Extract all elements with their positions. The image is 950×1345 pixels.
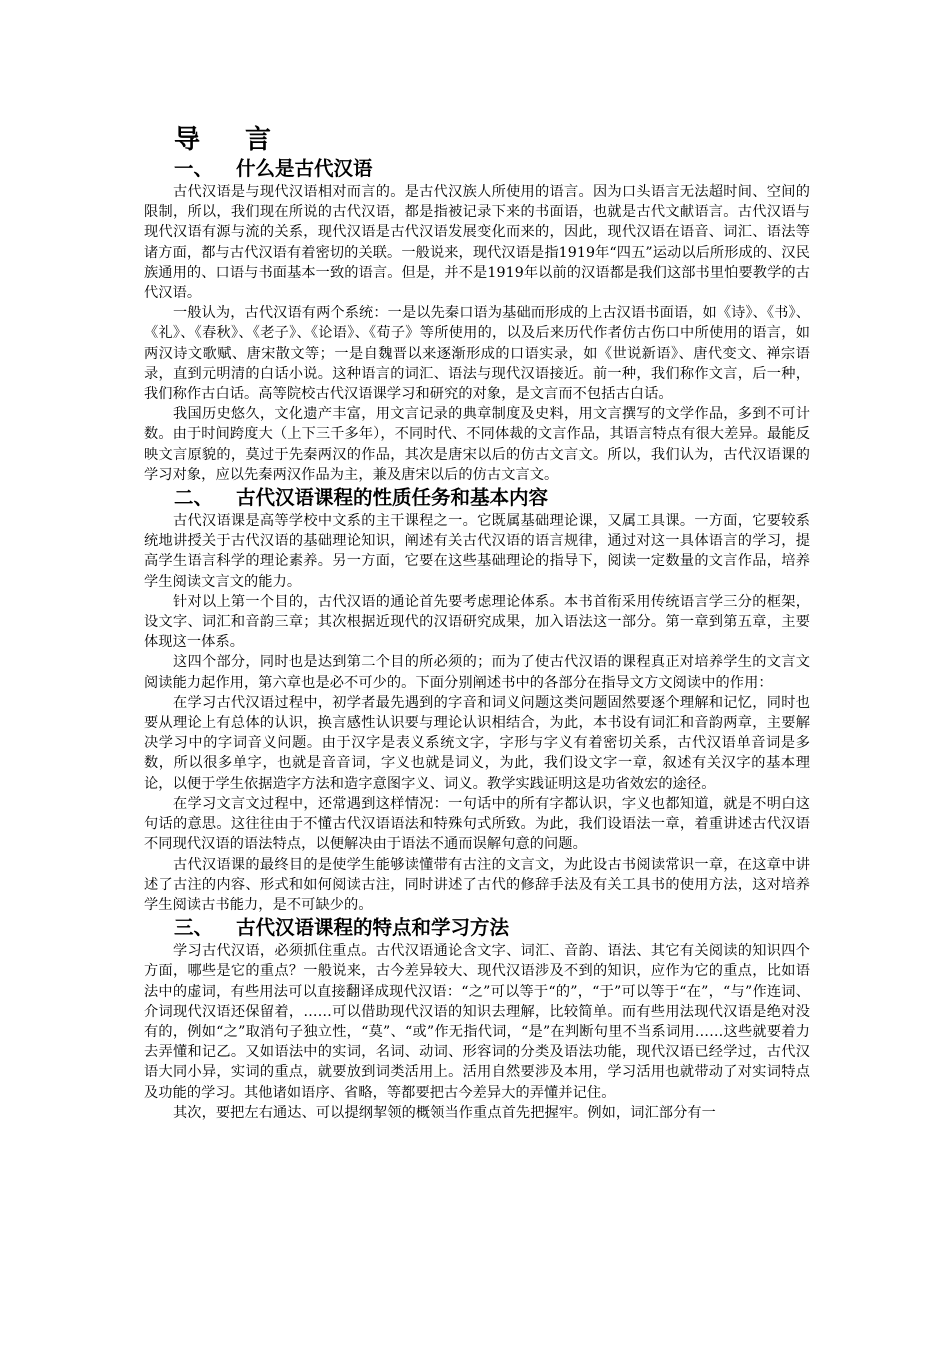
section-number: 二、: [174, 486, 214, 510]
section-number: 三、: [174, 916, 214, 940]
section-title: 古代汉语课程的性质任务和基本内容: [236, 486, 549, 510]
paragraph: 古代汉语课的最终目的是使学生能够读懂带有古注的文言文，为此设古书阅读常识一章，在这章中讲述了古注的内容、形式和如何阅读古注，同时讲述了古代的修辞手法及有关工具书的使用方法，这对培养学生阅读古书能力，是不可缺少的。: [144, 856, 810, 913]
paragraph: 我国历史悠久，文化遗产丰富，用文言记录的典章制度及史料，用文言撰写的文学作品，多到不可计数。由于时间跨度大（上下三千多年），不同时代、不同体裁的文言作品，其语言特点有很大差异。最能反映文言原貌的，莫过于先秦两汉的作品，其次是唐宋以后的仿古文言文。所以，我们认为，古代汉语课的学习对象，应以先秦两汉作品为主，兼及唐宋以后的仿古文言文。: [144, 406, 810, 483]
document-page: [144, 124, 810, 1123]
paragraph: 这四个部分，同时也是达到第二个目的所必须的；而为了使古代汉语的课程真正对培养学生的文言文阅读能力起作用，第六章也是必不可少的。下面分别阐述书中的各部分在指导文方文阅读中的作用：: [144, 654, 810, 691]
section-2: [144, 485, 810, 915]
section-1: [144, 156, 810, 485]
paragraph: 一般认为，古代汉语有两个系统：一是以先秦口语为基础而形成的上古汉语书面语，如《诗》、《书》、《礼》、《春秋》、《老子》、《论语》、《荀子》等所使用的，以及后来历代作者仿古伤口中所使用的语言，如两汉诗文歌赋、唐宋散文等；一是自魏晋以来逐渐形成的口语实录，如《世说新语》、唐代变文、禅宗语录，直到元明清的白话小说。这种语言的词汇、语法与现代汉语接近。前一种，我们称作文言，后一种，我们称作古白话。高等院校古代汉语课学习和研究的对象，是文言而不包括古白话。: [144, 305, 810, 403]
section-3: [144, 915, 810, 1123]
paragraph: 其次，要把左右通达、可以提纲挈领的概领当作重点首先把握牢。例如，词汇部分有一: [173, 1104, 716, 1121]
document-title: 导 言: [174, 125, 290, 155]
paragraph: 古代汉语是与现代汉语相对而言的。是古代汉族人所使用的语言。因为口头语言无法超时间、空间的限制，所以，我们现在所说的古代汉语，都是指被记录下来的书面语，也就是古代文献语言。古代汉语与现代汉语有源与流的关系，现代汉语是古代汉语发展变化而来的，因此，现代汉语在语音、词汇、语法等诸方面，都与古代汉语有着密切的关联。一般说来，现代汉语是指1919年“四五”运动以后所形成的、汉民族通用的、口语与书面基本一致的语言。但是，并不是1919年以前的汉语都是我们这部书里怕要教学的古代汉语。: [144, 184, 810, 302]
paragraph: 古代汉语课是高等学校中文系的主干课程之一。它既属基础理论课，又属工具课。一方面，它要较系统地讲授关于古代汉语的基础理论知识，阐述有关古代汉语的语言规律，通过对这一具体语言的学习，提高学生语言科学的理论素养。另一方面，它要在这些基础理论的指导下，阅读一定数量的文言作品，培养学生阅读文言文的能力。: [144, 513, 810, 590]
section-heading: [174, 915, 810, 941]
section-number: 一、: [174, 157, 214, 180]
paragraph: 学习古代汉语，必须抓住重点。古代汉语通论含文字、词汇、音韵、语法、其它有关阅读的知识四个方面，哪些是它的重点？一般说来，古今差异较大、现代汉语涉及不到的知识，应作为它的重点，比如语法中的虚词，有些用法可以直接翻译成现代汉语：“之”可以等于“的”，“于”可以等于“在”，“与”作连词、介词现代汉语还保留着，……可以借助现代汉语的知识去理解，比较简单。而有些用法现代汉语是绝对没有的，例如“之”取消句子独立性，“莫”、“或”作无指代词，“是”在判断句里不当系词用……这些就要着力去弄懂和记乙。又如语法中的实词，名词、动词、形容词的分类及语法功能，现代汉语已经学过，古代汉语大同小异，实词的重点，就要放到词类活用上。活用自然要涉及本用，学习活用也就带动了对实词特点及功能的学习。其他诸如语序、省略，等都要把古今差异大的弄懂并记住。: [144, 943, 810, 1101]
paragraph: 在学习文言文过程中，还常遇到这样情况：一句话中的所有字都认识，字义也都知道，就是不明白这句话的意思。这往往由于不懂古代汉语语法和特殊句式所致。为此，我们设语法一章，着重讲述古代汉语不同现代汉语的语法特点，以便解决由于语法不通而误解句意的问题。: [144, 795, 810, 853]
paragraph: 针对以上第一个目的，古代汉语的通论首先要考虑理论体系。本书首衔采用传统语言学三分的框架，设文字、词汇和音韵三章；其次根据近现代的汉语研究成果，加入语法这一部分。第一章到第五章，主要体现这一体系。: [144, 593, 810, 651]
section-heading: [174, 485, 810, 511]
section-heading: [174, 156, 810, 182]
section-title: 古代汉语课程的特点和学习方法: [236, 916, 510, 940]
section-title: 什么是古代汉语: [236, 157, 373, 180]
paragraph: 在学习古代汉语过程中，初学者最先遇到的字音和词义问题这类问题固然要逐个理解和记忆，同时也要从理论上有总体的认识，换言感性认识要与理论认识相结合，为此，本书设有词汇和音韵两章，主要解决学习中的字词音义问题。由于汉字是表义系统文字，字形与字义有着密切关系，古代汉语单音词是多数，所以很多单字，也就是音音词，字义也就是词义，为此，我们设文字一章，叙述有关汉字的基本理论，以便于学生依据造字方法和造字意图字义、词义。教学实践证明这是功省效宏的途径。: [144, 694, 810, 792]
